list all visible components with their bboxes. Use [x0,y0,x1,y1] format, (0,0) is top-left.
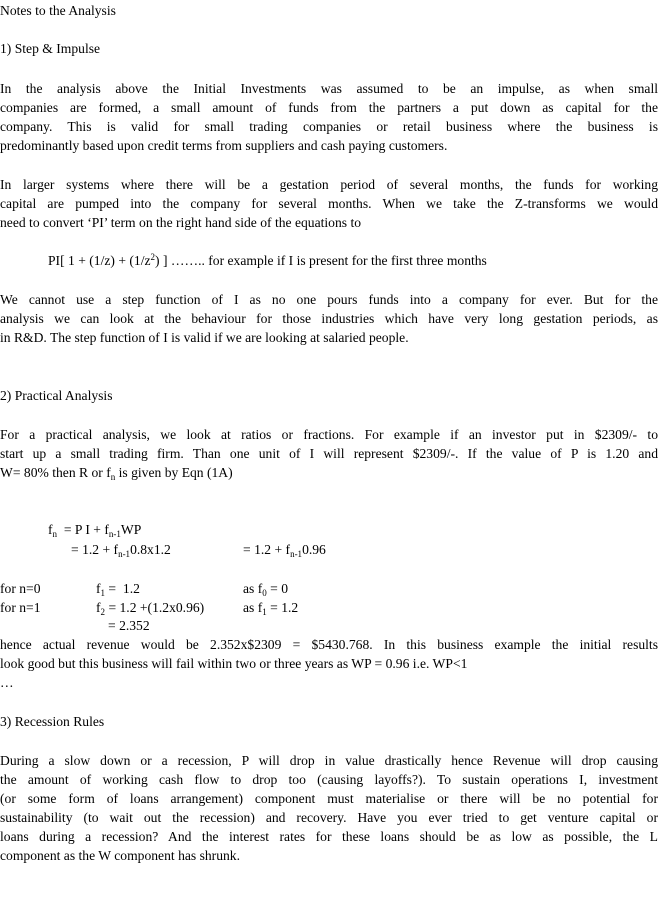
section-2-heading: 2) Practical Analysis [0,388,113,403]
paragraph-line: In the analysis above the Initial Investments was assumed to be an impulse, as when small [0,81,658,96]
paragraph-line: company. This is valid for small trading companies or retail business where the business is [0,119,658,134]
paragraph-line: predominantly based upon credit terms from suppliers and cash paying customers. [0,138,448,153]
case-value: $f_1 = 1.2$ [96,581,140,598]
paragraph-line: look good but this business will fail within two or three years as WP = 0.96 i.e. WP<1 [0,656,468,671]
case-result: = 2.352 [108,618,150,633]
z-transform-equation: PI[ $1 + (1/z) + (1/z^2)$ ] …….. for example if I is present for the first three months [48,252,487,268]
paragraph-line: need to convert ‘PI’ term on the right hand side of the equations to [0,215,362,230]
paragraph-line: companies are formed, a small amount of funds from the partners a put down as capital for the [0,100,658,115]
paragraph-line: W= 80% then R or $f_n$ is given by Eqn (1A) [0,465,233,482]
case-label: for n=0 [0,581,41,596]
paragraph-line: For a practical analysis, we look at ratios or fractions. For example if an investor put in $2309/- to [0,427,658,442]
paragraph-line: During a slow down or a recession, P will drop in value drastically hence Revenue will drop causing [0,753,658,768]
case-condition: as $f_1 = 1.2$ [243,600,299,617]
section-3-heading: 3) Recession Rules [0,714,105,729]
paragraph-line: analysis we can look at the behaviour for those industries which have very long gestation periods, as [0,311,658,326]
page-title: Notes to the Analysis [0,3,116,18]
paragraph-line: component as the W component has shrunk. [0,848,240,863]
case-label: for n=1 [0,600,41,615]
paragraph-line: hence actual revenue would be 2.352x$2309 = $5430.768. In this business example the initial results [0,637,658,652]
case-condition: as $f_0 = 0$ [243,581,289,598]
paragraph-line: the amount of working cash flow to drop too (causing layoffs?). To sustain operations I, investment [0,772,658,787]
recurrence-simplified: = $1.2 + f_{n-1}0.96$ [243,542,326,559]
section-1-heading: 1) Step & Impulse [0,41,101,56]
case-value: $f_2 = 1.2 +(1.2x0.96)$ [96,600,205,617]
paragraph-line: start up a small trading firm. Than one unit of I will represent $2309/-. If the value of P is 1.20 and [0,446,658,461]
ellipsis: … [0,675,14,690]
recurrence-substitution: = $1.2 + f_{n-1}0.8x1.2$ [71,542,171,559]
recurrence-equation: $f_n = P$ $I + f_{n-1}WP$ [48,522,142,539]
paragraph-line: We cannot use a step function of I as no one pours funds into a company for ever. But for the [0,292,658,307]
paragraph-line: loans during a recession? And the interest rates for these loans should be as low as possible, the L [0,829,658,844]
paragraph-line: (or some form of loans arrangement) component must materialise or there will be no potential for [0,791,658,806]
paragraph-line: in R&D. The step function of I is valid if we are looking at salaried people. [0,330,409,345]
paragraph-line: sustainability (to wait out the recession) and recovery. Have you ever tried to get venture capital or [0,810,658,825]
paragraph-line: capital are pumped into the company for several months. When we take the Z-transforms we would [0,196,658,211]
paragraph-line: In larger systems where there will be a gestation period of several months, the funds for working [0,177,658,192]
